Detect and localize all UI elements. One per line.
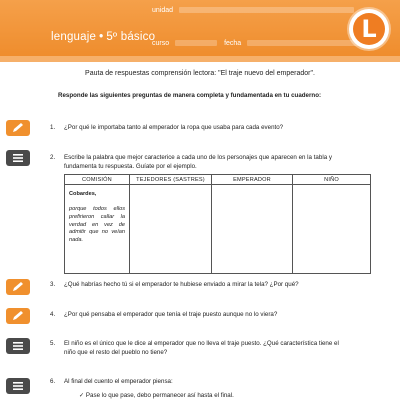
- answer-cell[interactable]: [130, 185, 212, 274]
- question-5: [50, 340, 339, 358]
- curso-field: [152, 40, 367, 47]
- unidad-field: [152, 7, 354, 14]
- logo-letter: L: [353, 13, 385, 45]
- question-number: 5.: [50, 340, 56, 347]
- list-icon: [6, 378, 30, 394]
- curso-line: [175, 40, 217, 46]
- question-text: ¿Por qué pensaba el emperador que tenía el traje puesto aunque no lo viera?: [64, 311, 278, 318]
- answer-cell[interactable]: [293, 185, 371, 274]
- curso-label: curso: [152, 40, 170, 47]
- unidad-line: [179, 7, 354, 13]
- answer-cell[interactable]: [212, 185, 293, 274]
- grade-label: 5º básico: [106, 31, 156, 43]
- question-text: [64, 340, 339, 358]
- pencil-icon: [6, 308, 30, 324]
- list-icon: [6, 150, 30, 166]
- question-2: [50, 154, 332, 172]
- example-cell: [65, 185, 130, 274]
- question-text-line: niño que el resto del pueblo no tiene?: [64, 348, 168, 356]
- question-text: ¿Qué habrías hecho tú si el emperador te hubiese enviado a mirar la tela? ¿Por qué?: [64, 281, 299, 288]
- question-number: 6.: [50, 378, 56, 385]
- quote-option: ✓ Pase lo que pase, debo permanecer así hasta el final.: [79, 392, 234, 399]
- subject-logo: [349, 9, 389, 49]
- question-number: 4.: [50, 311, 56, 318]
- question-6: [50, 378, 173, 387]
- table-header: NIÑO: [293, 175, 371, 185]
- question-text: Al final del cuento el emperador piensa:: [64, 378, 173, 385]
- fecha-line: [247, 40, 367, 46]
- question-4: [50, 311, 277, 320]
- question-text-line: El niño es el único que le dice al emperador que no lleva el traje puesto. ¿Qué característica tiene el: [64, 340, 339, 347]
- table-header: TEJEDORES (SASTRES): [130, 175, 212, 185]
- question-number: 3.: [50, 281, 56, 288]
- question-text: ¿Por qué le importaba tanto al emperador la ropa que usaba para cada evento?: [64, 124, 284, 131]
- question-number: 2.: [50, 154, 56, 161]
- question-text: [64, 154, 332, 172]
- table-header: COMISIÓN: [65, 175, 130, 185]
- table-header-row: [65, 175, 371, 185]
- example-reason: porque todos ellos prefirieron callar la verdad en vez de admitir que no veían nada.: [69, 206, 125, 244]
- page-title: Pauta de respuestas comprensión lectora: "El traje nuevo del emperador".: [85, 70, 315, 77]
- instructions: Responde las siguientes preguntas de manera completa y fundamentada en tu cuaderno:: [58, 92, 322, 99]
- example-word: Cobardes,: [69, 191, 97, 197]
- header-band: [0, 0, 400, 62]
- question-text-line: fundamenta tu respuesta. Guíate por el ejemplo.: [64, 162, 197, 170]
- list-icon: [6, 338, 30, 354]
- question-number: 1.: [50, 124, 56, 131]
- question-text-line: Escribe la palabra que mejor caracterice a cada uno de los personajes que aparecen en la tabla y: [64, 154, 332, 161]
- question-3: [50, 281, 299, 290]
- character-table: [64, 174, 371, 274]
- subject-separator: •: [99, 31, 104, 43]
- table-header: EMPERADOR: [212, 175, 293, 185]
- subject-label: [51, 31, 155, 43]
- pencil-icon: [6, 120, 30, 136]
- table-row: [65, 185, 371, 274]
- question-1: [50, 124, 283, 133]
- subject-name: lenguaje: [51, 31, 97, 43]
- fecha-label: fecha: [224, 40, 242, 47]
- pencil-icon: [6, 279, 30, 295]
- unidad-label: unidad: [152, 7, 174, 14]
